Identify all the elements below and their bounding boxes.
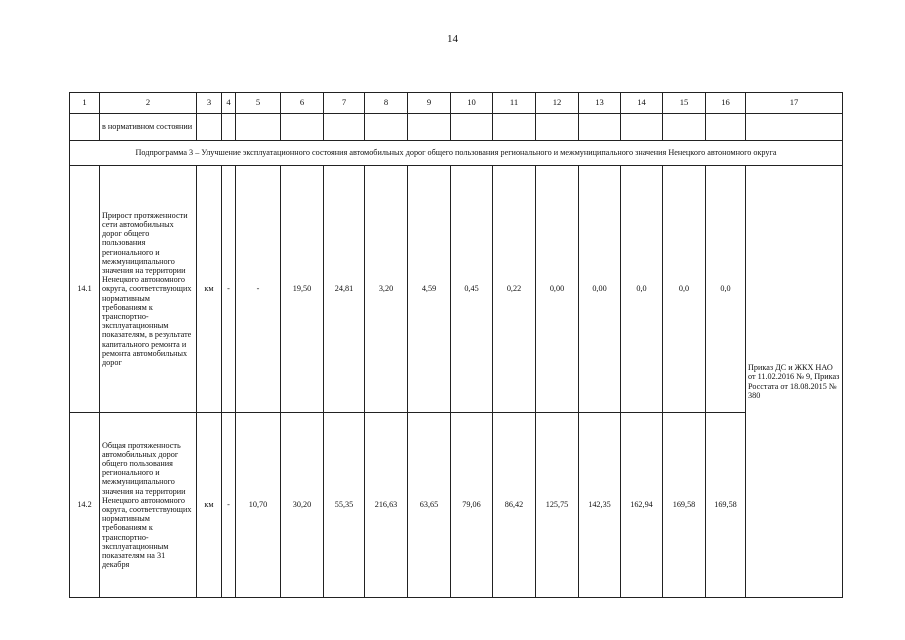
value-cell: 24,81 (324, 166, 365, 413)
col-header: 1 (70, 93, 100, 114)
col-header: 9 (408, 93, 451, 114)
table-header-row (70, 93, 843, 114)
value-cell: 0,00 (579, 166, 621, 413)
value-cell: 4,59 (408, 166, 451, 413)
col-header: 4 (222, 93, 236, 114)
row-number: 14.2 (70, 413, 100, 598)
subprogram-title: Подпрограмма 3 – Улучшение эксплуатационного состояния автомобильных дорог общего пользования регионального и межмуниципального значения Ненецкого автономного округа (70, 141, 843, 166)
value-cell: 216,63 (365, 413, 408, 598)
value-cell: 19,50 (281, 166, 324, 413)
indicator-name: Общая протяженность автомобильных дорог общего пользования регионального и межмуниципального значения на территории Ненецкого автономного округа, соответствующих нормативным требованиям к транспортно-эксплуатационным показателям на 31 декабря (100, 413, 197, 598)
value-cell: 125,75 (536, 413, 579, 598)
value-cell: 30,20 (281, 413, 324, 598)
col-header: 11 (493, 93, 536, 114)
col-header: 16 (706, 93, 746, 114)
value-cell: 3,20 (365, 166, 408, 413)
value-cell: 0,00 (536, 166, 579, 413)
value-cell: 0,0 (621, 166, 663, 413)
col-header: 7 (324, 93, 365, 114)
value-cell: 0,0 (706, 166, 746, 413)
value-cell: 0,45 (451, 166, 493, 413)
source-cell: Приказ ДС и ЖКХ НАО от 11.02.2016 № 9, Приказ Росстата от 18.08.2015 № 380 (746, 166, 843, 598)
value-cell: 55,35 (324, 413, 365, 598)
value-cell: 0,0 (663, 166, 706, 413)
value-cell: 169,58 (706, 413, 746, 598)
col-header: 12 (536, 93, 579, 114)
indicator-name: Прирост протяженности сети автомобильных дорог общего пользования регионального и межмуниципального значения на территории Ненецкого автономного округа, соответствующих нормативным требованиям к транспортно-эксплуатационным показателям, в результате капитального ремонта и ремонта автомобильных дорог (100, 166, 197, 413)
value-cell: 0,22 (493, 166, 536, 413)
col4-cell: - (222, 166, 236, 413)
col4-cell: - (222, 413, 236, 598)
col-header: 13 (579, 93, 621, 114)
unit-cell: км (197, 413, 222, 598)
table-row (70, 166, 843, 413)
table-row (70, 413, 843, 598)
page-number: 14 (447, 33, 458, 45)
unit-cell: км (197, 166, 222, 413)
continuation-text: в нормативном состоянии (100, 114, 197, 141)
value-cell: - (236, 166, 281, 413)
subprogram-row (70, 141, 843, 166)
col-header: 10 (451, 93, 493, 114)
value-cell: 79,06 (451, 413, 493, 598)
col-header: 6 (281, 93, 324, 114)
value-cell: 162,94 (621, 413, 663, 598)
continuation-row (70, 114, 843, 141)
value-cell: 142,35 (579, 413, 621, 598)
value-cell: 86,42 (493, 413, 536, 598)
value-cell: 169,58 (663, 413, 706, 598)
col-header: 15 (663, 93, 706, 114)
col-header: 3 (197, 93, 222, 114)
value-cell: 63,65 (408, 413, 451, 598)
col-header: 17 (746, 93, 843, 114)
row-number: 14.1 (70, 166, 100, 413)
value-cell: 10,70 (236, 413, 281, 598)
indicators-table (69, 92, 843, 598)
col-header: 2 (100, 93, 197, 114)
col-header: 8 (365, 93, 408, 114)
col-header: 14 (621, 93, 663, 114)
col-header: 5 (236, 93, 281, 114)
